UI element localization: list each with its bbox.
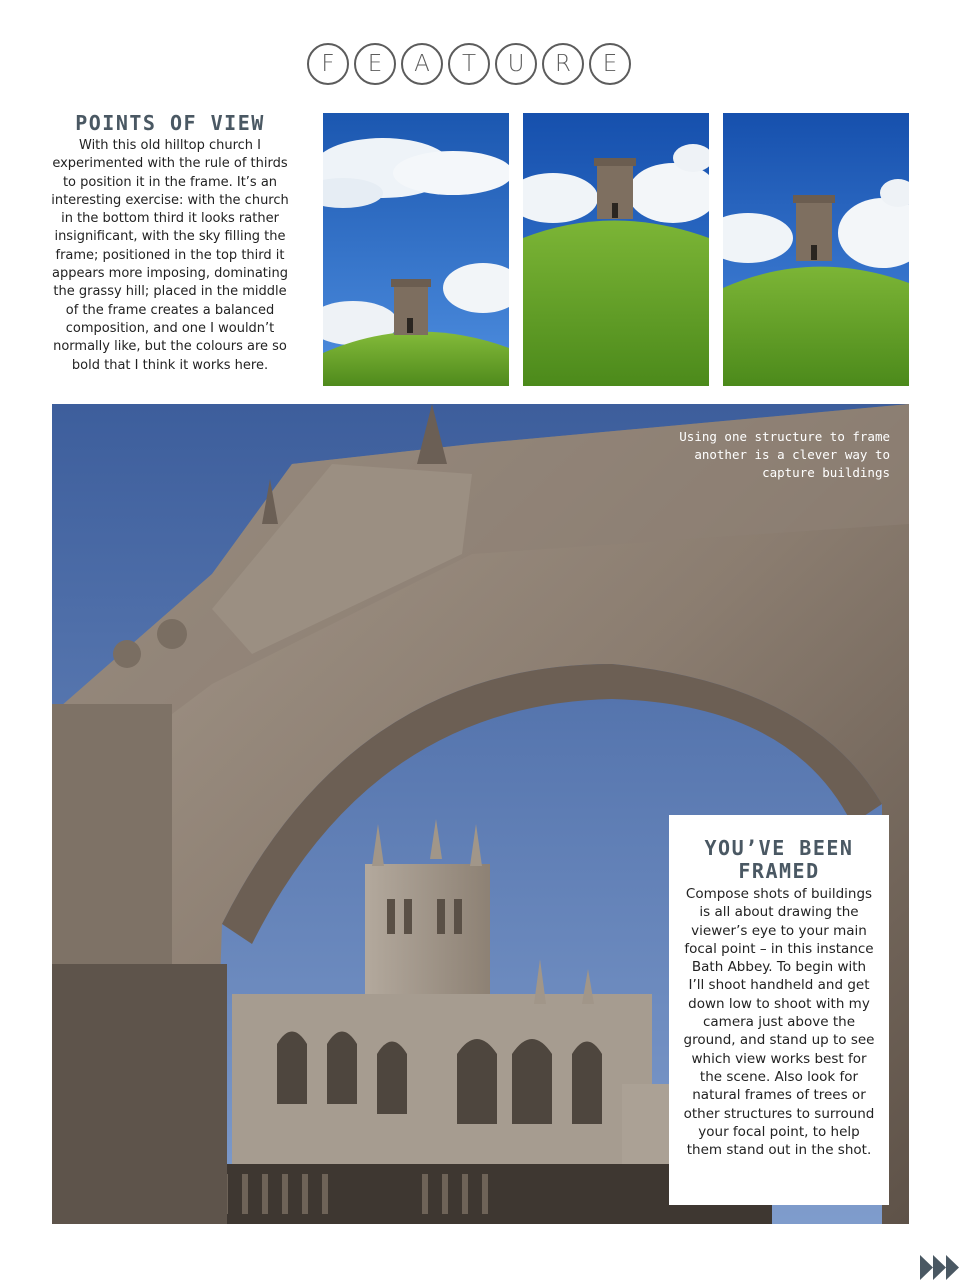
youve-been-framed-body: Compose shots of buildings is all about drawing the viewer’s eye to your main focal point – in this instance Bath Abbey. To begin with I’ll shoot handheld and get down low to shoot with my camera just above the ground, and stand up to see which view works best for the scene. Also look for natural frames of trees or other structures to surround your focal point, to help them stand out in the shot. bbox=[683, 886, 875, 1159]
feature-letter: A bbox=[401, 43, 443, 85]
photo-caption: Using one structure to frame another is a clever way to capture buildings bbox=[679, 429, 890, 480]
feature-letter: U bbox=[495, 43, 537, 85]
points-of-view-title: POINTS OF VIEW bbox=[75, 111, 265, 135]
feature-letter: F bbox=[307, 43, 349, 85]
feature-letter: T bbox=[448, 43, 490, 85]
next-page-arrows-icon[interactable] bbox=[920, 1255, 960, 1280]
feature-letter: R bbox=[542, 43, 584, 85]
feature-letter: E bbox=[354, 43, 396, 85]
hilltop-church-photo-middle bbox=[723, 113, 909, 386]
hilltop-church-photo-bottom-third bbox=[323, 113, 509, 386]
feature-header bbox=[307, 43, 631, 85]
feature-letter: E bbox=[589, 43, 631, 85]
points-of-view-section bbox=[50, 111, 290, 375]
points-of-view-body: With this old hilltop church I experimented with the rule of thirds to position it in the frame. It’s an interesting exercise: with the church in the bottom third it looks rather insignificant, with the sky filling the frame; positioned in the top third it appears more imposing, dominating the grassy hill; placed in the middle of the frame creates a balanced composition, and one I wouldn’t normally like, but the colours are so bold that I think it works here. bbox=[51, 138, 289, 373]
youve-been-framed-title: YOU’VE BEEN FRAMED bbox=[704, 836, 854, 883]
hilltop-church-photo-top-third bbox=[523, 113, 709, 386]
youve-been-framed-box bbox=[669, 815, 889, 1205]
